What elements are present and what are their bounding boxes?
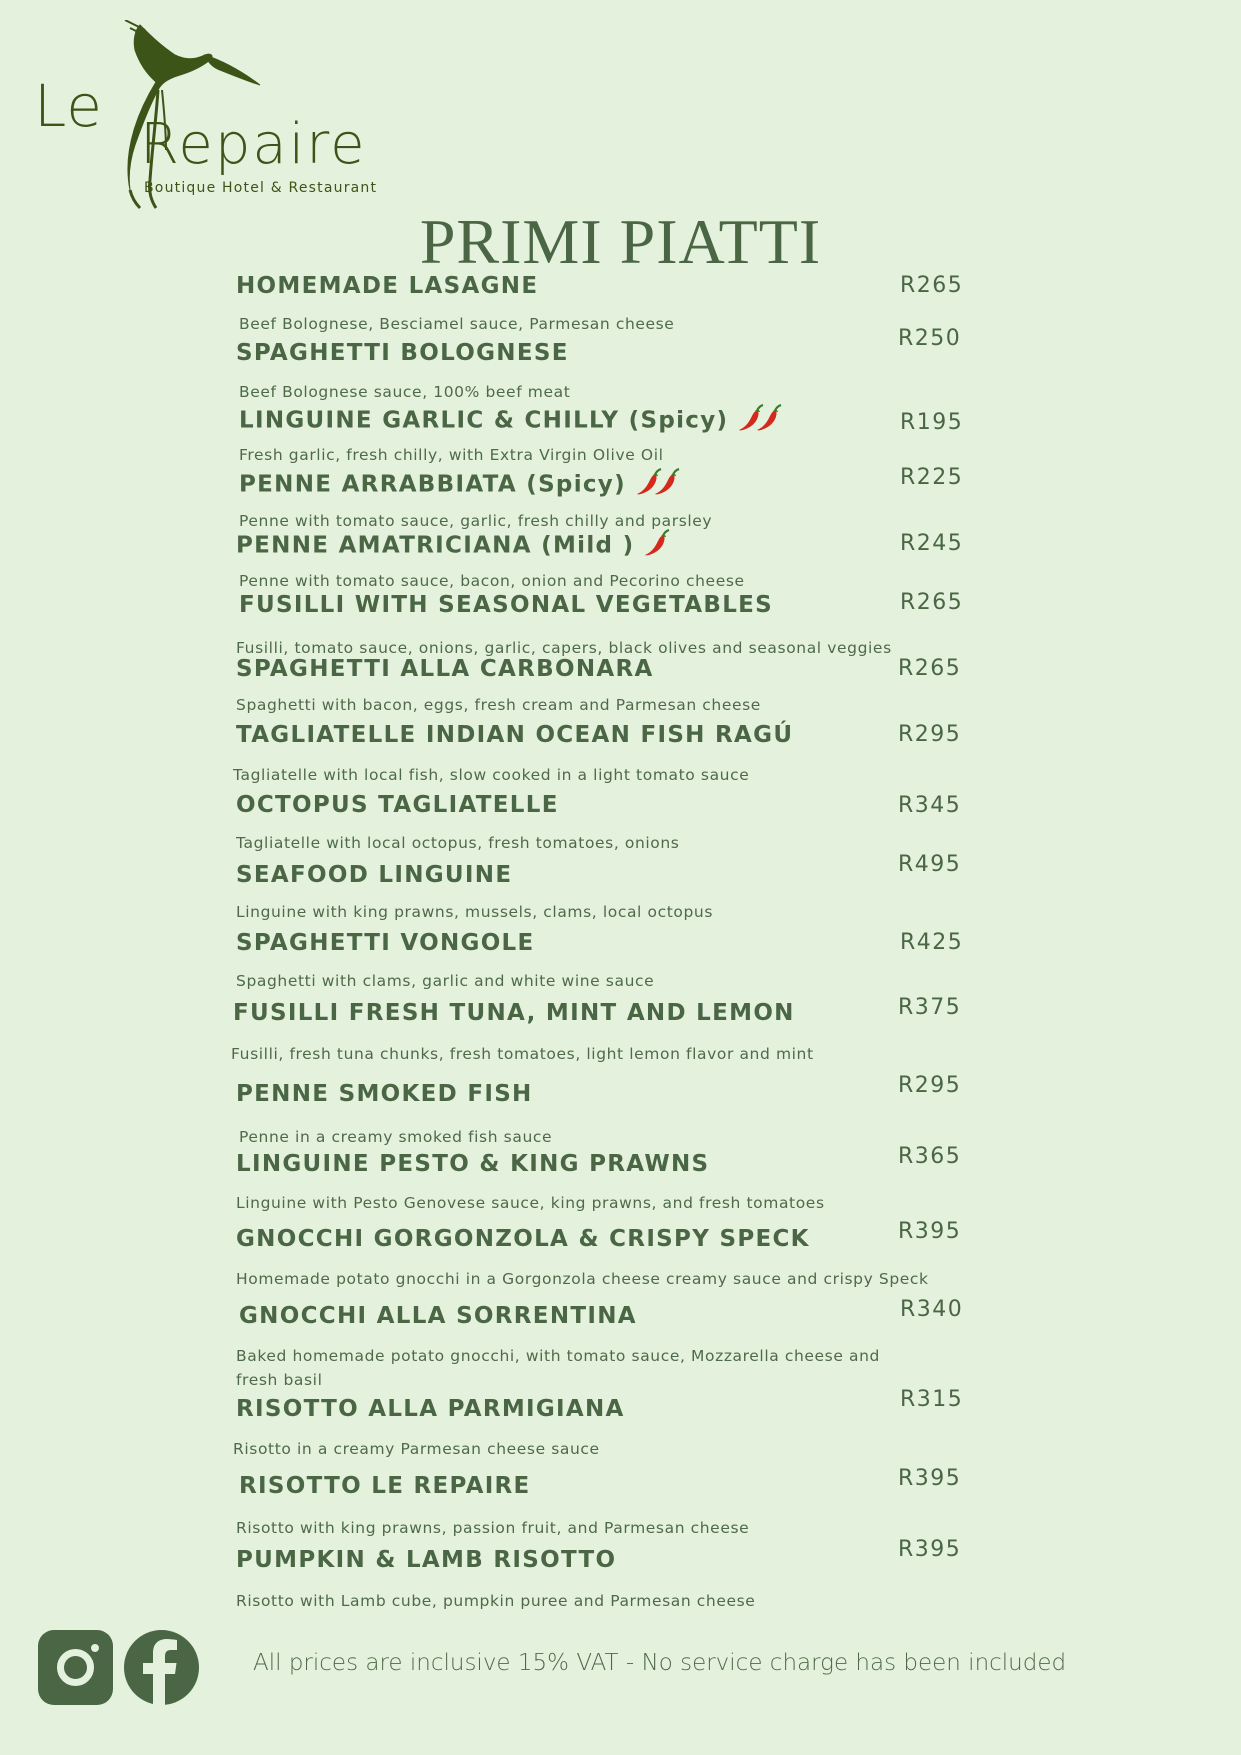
chili-icon — [654, 468, 680, 496]
menu-item-description: Fusilli, fresh tuna chunks, fresh tomatoes, light lemon flavor and mint — [231, 1045, 814, 1063]
section-title: PRIMI PIATTI — [419, 206, 822, 277]
menu-item-name-text: PUMPKIN & LAMB RISOTTO — [236, 1547, 617, 1573]
menu-item-name-text: PENNE SMOKED FISH — [236, 1081, 533, 1107]
menu-item-name — [233, 1000, 1241, 1026]
menu-item-name-text: TAGLIATELLE INDIAN OCEAN FISH RAGÚ — [236, 722, 794, 748]
menu-item-description: Fresh garlic, fresh chilly, with Extra Virgin Olive Oil — [239, 446, 664, 464]
chili-rating — [636, 468, 680, 502]
logo-tagline: Boutique Hotel & Restaurant — [144, 180, 378, 196]
menu-item-name — [236, 1547, 1241, 1573]
menu-item-name-text: HOMEMADE LASAGNE — [236, 273, 539, 299]
menu-item-price: R495 — [898, 852, 962, 877]
menu-item-name-text: GNOCCHI ALLA SORRENTINA — [239, 1303, 637, 1329]
chili-icon — [644, 529, 670, 557]
menu-item-price: R265 — [898, 656, 962, 681]
menu-item-description: Tagliatelle with local octopus, fresh tomatoes, onions — [236, 834, 680, 852]
menu-item-description: Baked homemade potato gnocchi, with tomato sauce, Mozzarella cheese and — [236, 1347, 880, 1365]
menu-item-price: R250 — [898, 326, 962, 351]
menu-item-name — [236, 1081, 1241, 1107]
chili-icon — [756, 404, 782, 432]
chili-rating — [644, 529, 670, 563]
menu-item-name — [236, 1151, 1241, 1177]
logo-text-le: Le — [34, 72, 103, 140]
menu-item-description: Linguine with king prawns, mussels, clams, local octopus — [236, 903, 713, 921]
menu-item-name — [239, 404, 1241, 438]
menu-item-description: Penne with tomato sauce, bacon, onion and Pecorino cheese — [239, 572, 745, 590]
menu-item-name-text: SPAGHETTI ALLA CARBONARA — [236, 656, 654, 682]
logo — [30, 20, 440, 210]
menu-item-name-text: SEAFOOD LINGUINE — [236, 862, 513, 888]
menu-item-name-text: FUSILLI FRESH TUNA, MINT AND LEMON — [233, 1000, 795, 1026]
menu-item-name — [236, 1396, 1241, 1422]
menu-item-price: R245 — [900, 531, 964, 556]
menu-item-name — [236, 792, 1241, 818]
menu-item-description: Penne in a creamy smoked fish sauce — [239, 1128, 553, 1146]
menu-item-name-text: SPAGHETTI BOLOGNESE — [236, 340, 569, 366]
menu-item-description: Fusilli, tomato sauce, onions, garlic, capers, black olives and seasonal veggies — [236, 639, 892, 657]
menu-item-price: R225 — [900, 465, 964, 490]
menu-item-price: R375 — [898, 995, 962, 1020]
menu-item-name-text: RISOTTO ALLA PARMIGIANA — [236, 1396, 625, 1422]
menu-item-price: R340 — [900, 1297, 964, 1322]
menu-item-name — [239, 1473, 1241, 1499]
instagram-icon[interactable] — [38, 1630, 113, 1705]
menu-item-name-text: LINGUINE GARLIC & CHILLY (Spicy) — [239, 407, 729, 434]
menu-item-name-text: PENNE AMATRICIANA (Mild ) — [236, 532, 635, 559]
menu-item-name — [236, 862, 1241, 888]
chili-rating — [738, 404, 782, 438]
menu-item-description: Beef Bolognese, Besciamel sauce, Parmesan cheese — [239, 315, 675, 333]
menu-item-name — [236, 722, 1241, 748]
menu-item-name — [239, 1303, 1241, 1329]
menu-item-name-text: OCTOPUS TAGLIATELLE — [236, 792, 559, 818]
menu-item-name-text: RISOTTO LE REPAIRE — [239, 1473, 531, 1499]
menu-item-name — [236, 273, 1241, 299]
menu-item-name-text: FUSILLI WITH SEASONAL VEGETABLES — [239, 592, 774, 618]
facebook-icon[interactable] — [124, 1630, 199, 1705]
menu-item-description-line2: fresh basil — [236, 1371, 323, 1389]
menu-item-name-text: PENNE ARRABBIATA (Spicy) — [239, 471, 626, 498]
menu-item-price: R365 — [898, 1144, 962, 1169]
vat-note: All prices are inclusive 15% VAT - No service charge has been included — [253, 1650, 1067, 1676]
menu-item-description: Homemade potato gnocchi in a Gorgonzola cheese creamy sauce and crispy Speck — [236, 1270, 929, 1288]
menu-item-price: R395 — [898, 1219, 962, 1244]
menu-item-name-text: GNOCCHI GORGONZOLA & CRISPY SPECK — [236, 1226, 810, 1252]
menu-item-price: R195 — [900, 410, 964, 435]
menu-item-name-text: LINGUINE PESTO & KING PRAWNS — [236, 1151, 710, 1177]
menu-item-description: Beef Bolognese sauce, 100% beef meat — [239, 383, 571, 401]
menu-item-price: R395 — [898, 1537, 962, 1562]
menu-item-description: Risotto with king prawns, passion fruit, and Parmesan cheese — [236, 1519, 750, 1537]
menu-item-description: Risotto with Lamb cube, pumpkin puree and Parmesan cheese — [236, 1592, 756, 1610]
menu-item-name — [236, 656, 1241, 682]
menu-item-price: R315 — [900, 1387, 964, 1412]
menu-item-price: R395 — [898, 1466, 962, 1491]
menu-item-name-text: SPAGHETTI VONGOLE — [236, 930, 535, 956]
menu-item-name — [239, 592, 1241, 618]
menu-item-name — [236, 340, 1241, 366]
menu-item-description: Tagliatelle with local fish, slow cooked in a light tomato sauce — [233, 766, 750, 784]
menu-item-description: Penne with tomato sauce, garlic, fresh chilly and parsley — [239, 512, 713, 530]
menu-item-name — [239, 468, 1241, 502]
menu-item-description: Risotto in a creamy Parmesan cheese sauce — [233, 1440, 600, 1458]
menu-item-name — [236, 930, 1241, 956]
menu-item-price: R345 — [898, 793, 962, 818]
menu-item-price: R295 — [898, 722, 962, 747]
menu-item-description: Linguine with Pesto Genovese sauce, king prawns, and fresh tomatoes — [236, 1194, 825, 1212]
menu-item-price: R265 — [900, 273, 964, 298]
menu-item-price: R295 — [898, 1073, 962, 1098]
menu-item-name — [236, 1226, 1241, 1252]
menu-item-name — [236, 529, 1241, 563]
menu-item-description: Spaghetti with bacon, eggs, fresh cream and Parmesan cheese — [236, 696, 761, 714]
logo-text-repaire: Repaire — [140, 112, 367, 177]
menu-item-price: R425 — [900, 930, 964, 955]
menu-item-description: Spaghetti with clams, garlic and white wine sauce — [236, 972, 655, 990]
menu-item-price: R265 — [900, 590, 964, 615]
